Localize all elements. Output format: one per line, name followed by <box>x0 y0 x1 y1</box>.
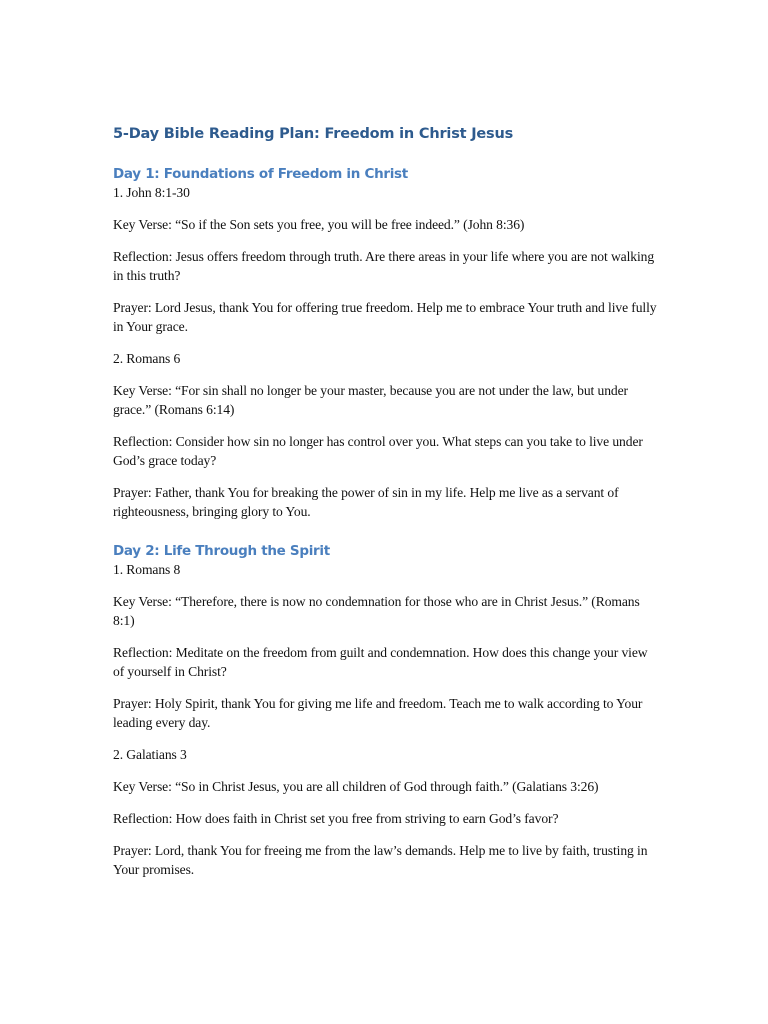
reading-passage: 1. Romans 8 <box>113 562 181 577</box>
reflection: Reflection: Jesus offers freedom through truth. Are there areas in your life where you are not walking in this truth? <box>113 249 655 283</box>
reading-passage: 2. Romans 6 <box>113 351 181 366</box>
day-2-reading-2 <box>113 745 658 879</box>
day-2-section <box>113 542 658 879</box>
reflection: Reflection: Consider how sin no longer has control over you. What steps can you take to live under God’s grace today? <box>113 434 643 468</box>
key-verse: Key Verse: “So if the Son sets you free, you will be free indeed.” (John 8:36) <box>113 217 525 232</box>
key-verse: Key Verse: “For sin shall no longer be your master, because you are not under the law, but under grace.” (Romans 6:14) <box>113 383 628 417</box>
prayer: Prayer: Holy Spirit, thank You for giving me life and freedom. Teach me to walk according to Your leading every day. <box>113 696 643 730</box>
document-content <box>113 124 658 892</box>
day-2-reading-1 <box>113 560 658 732</box>
document-title: 5-Day Bible Reading Plan: Freedom in Christ Jesus <box>113 126 514 142</box>
day-2-heading: Day 2: Life Through the Spirit <box>113 543 330 559</box>
prayer: Prayer: Lord Jesus, thank You for offering true freedom. Help me to embrace Your truth and live fully in Your grace. <box>113 300 657 334</box>
day-1-heading: Day 1: Foundations of Freedom in Christ <box>113 166 408 182</box>
day-1-section <box>113 165 658 521</box>
reflection: Reflection: How does faith in Christ set you free from striving to earn God’s favor? <box>113 811 559 826</box>
prayer: Prayer: Lord, thank You for freeing me from the law’s demands. Help me to live by faith, trusting in Your promises. <box>113 843 648 877</box>
reading-passage: 2. Galatians 3 <box>113 747 187 762</box>
reading-passage: 1. John 8:1-30 <box>113 185 190 200</box>
key-verse: Key Verse: “Therefore, there is now no condemnation for those who are in Christ Jesus.” (Romans 8:1) <box>113 594 640 628</box>
day-1-reading-1 <box>113 183 658 336</box>
day-1-reading-2 <box>113 349 658 521</box>
reflection: Reflection: Meditate on the freedom from guilt and condemnation. How does this change your view of yourself in Christ? <box>113 645 648 679</box>
key-verse: Key Verse: “So in Christ Jesus, you are all children of God through faith.” (Galatians 3:26) <box>113 779 599 794</box>
prayer: Prayer: Father, thank You for breaking the power of sin in my life. Help me live as a servant of righteousness, bringing glory to You. <box>113 485 619 519</box>
